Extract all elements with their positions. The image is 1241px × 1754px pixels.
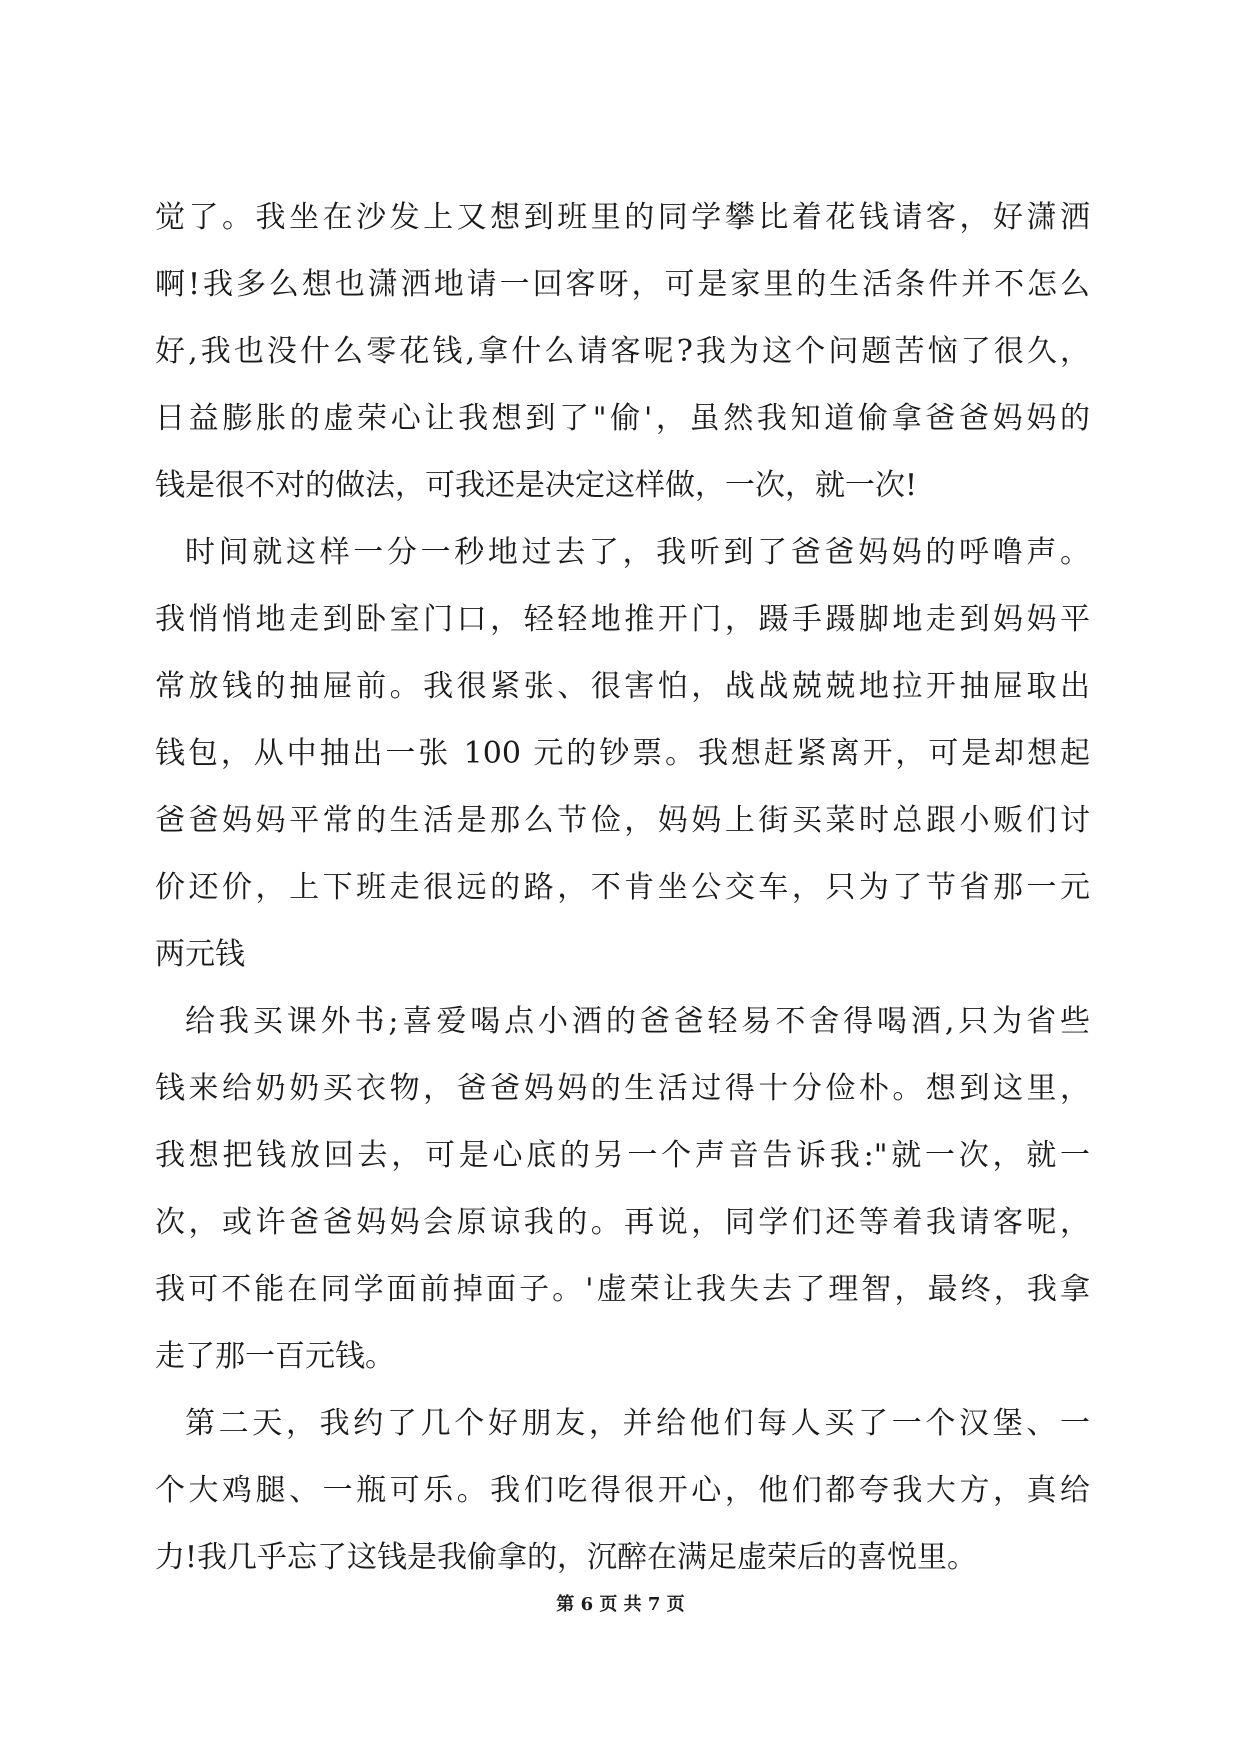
- text-line: 钱是很不对的做法，可我还是决定这样做，一次，就一次!: [155, 468, 918, 503]
- text-line: 常放钱的抽屉前。我很紧张、很害怕，战战兢兢地拉开抽屉取出: [155, 669, 1090, 704]
- text-line: 爸爸妈妈平常的生活是那么节俭，妈妈上街买菜时总跟小贩们讨: [155, 803, 1090, 838]
- text-line: 我可不能在同学面前掉面子。'虚荣让我失去了理智，最终，我拿: [155, 1272, 1090, 1307]
- text-line: 个大鸡腿、一瓶可乐。我们吃得很开心，他们都夸我大方，真给: [155, 1473, 1090, 1508]
- text-line: 给我买课外书;喜爱喝点小酒的爸爸轻易不舍得喝酒,只为省些: [185, 1004, 1090, 1039]
- text-line: 觉了。我坐在沙发上又想到班里的同学攀比着花钱请客，好潇洒: [155, 200, 1090, 235]
- body-text: [155, 184, 1090, 1591]
- text-line: 我悄悄地走到卧室门口，轻轻地推开门，蹑手蹑脚地走到妈妈平: [155, 602, 1090, 637]
- text-line: 第二天，我约了几个好朋友，并给他们每人买了一个汉堡、一: [185, 1406, 1090, 1441]
- text-line: 两元钱: [155, 937, 245, 972]
- text-line: 次，或许爸爸妈妈会原谅我的。再说，同学们还等着我请客呢，: [155, 1205, 1090, 1240]
- text-line: 钱来给奶奶买衣物，爸爸妈妈的生活过得十分俭朴。想到这里，: [155, 1071, 1090, 1106]
- text-line: 价还价，上下班走很远的路，不肯坐公交车，只为了节省那一元: [155, 870, 1090, 905]
- page-number: 第 6 页 共 7 页: [556, 1594, 685, 1615]
- text-line: 我想把钱放回去，可是心底的另一个声音告诉我:"就一次，就一: [155, 1138, 1090, 1173]
- page-footer: [0, 1593, 1241, 1617]
- text-line: 时间就这样一分一秒地过去了，我听到了爸爸妈妈的呼噜声。: [185, 535, 1090, 570]
- text-line: 啊!我多么想也潇洒地请一回客呀，可是家里的生活条件并不怎么: [155, 267, 1090, 302]
- text-line: 日益膨胀的虚荣心让我想到了"偷'，虽然我知道偷拿爸爸妈妈的: [155, 401, 1090, 436]
- text-line: 好,我也没什么零花钱,拿什么请客呢?我为这个问题苦恼了很久，: [155, 334, 1090, 369]
- text-line: 走了那一百元钱。: [155, 1339, 395, 1374]
- text-line: 力!我几乎忘了这钱是我偷拿的，沉醉在满足虚荣后的喜悦里。: [155, 1540, 978, 1575]
- text-line: 钱包，从中抽出一张 100 元的钞票。我想赶紧离开，可是却想起: [155, 736, 1090, 771]
